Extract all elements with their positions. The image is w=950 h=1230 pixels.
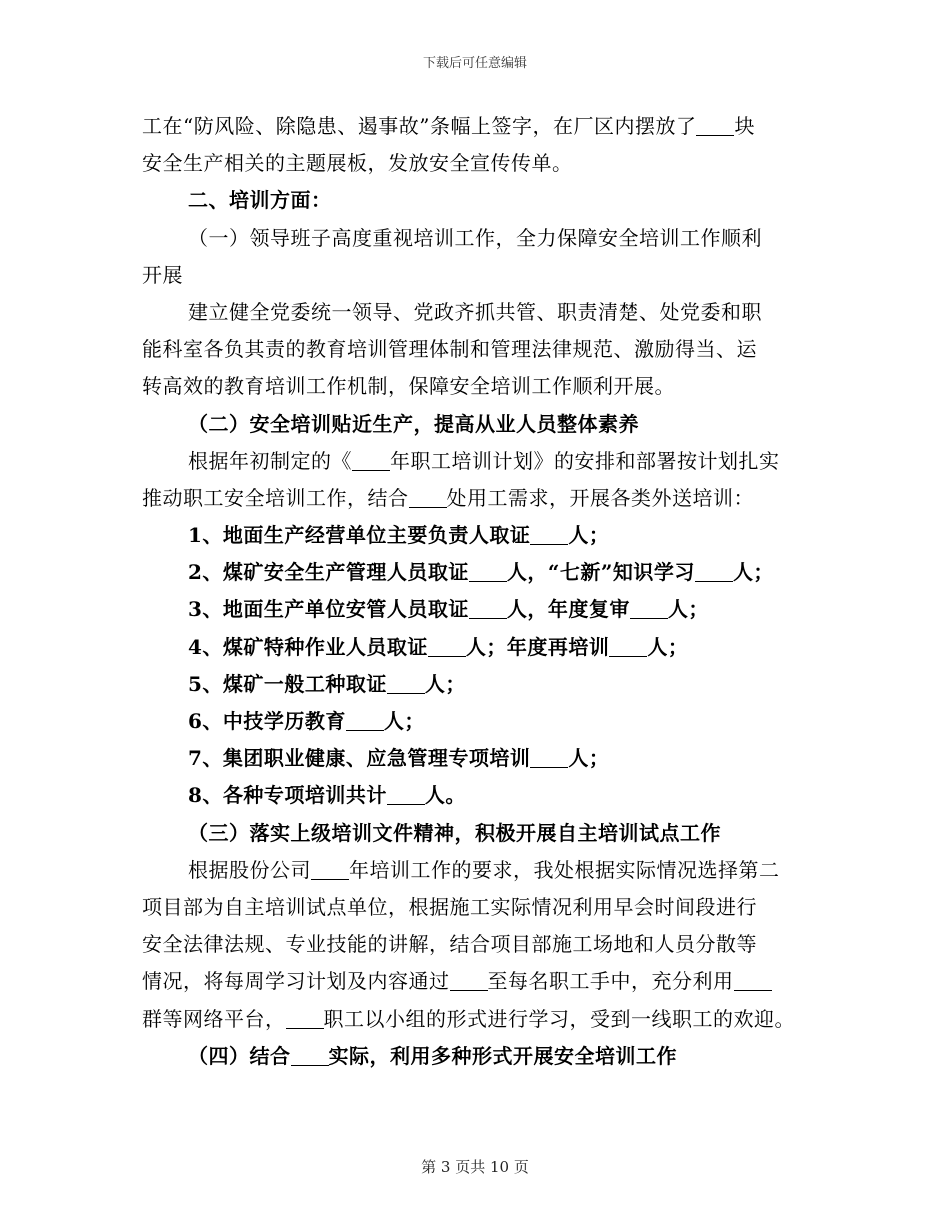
text-line (142, 889, 822, 926)
text-segment: 人，“七新”知识学习 (506, 560, 695, 585)
fill-in-blank (352, 450, 390, 471)
text-line (142, 331, 822, 368)
text-segment: 转高效的教育培训工作机制，保障安全培训工作顺利开展。 (142, 374, 675, 399)
text-segment: 至每名职工手中，充分利用 (487, 969, 734, 994)
text-line (142, 443, 822, 480)
text-segment: 人； (568, 523, 610, 548)
text-line (142, 368, 822, 405)
fill-in-blank (286, 1008, 324, 1029)
fill-in-blank (291, 1045, 329, 1066)
text-segment: 推动职工安全培训工作，结合 (142, 485, 409, 510)
fill-in-blank (346, 710, 384, 731)
text-line (142, 1001, 822, 1038)
text-segment: 情况，将每周学习计划及内容通过 (142, 969, 450, 994)
text-segment: 8、各种专项培训共计 (188, 783, 387, 808)
text-line (142, 703, 822, 740)
text-segment: 根据年初制定的《 (188, 448, 352, 473)
text-line (142, 220, 822, 257)
text-line (142, 554, 822, 591)
text-segment: 块 (734, 114, 755, 138)
fill-in-blank (387, 673, 425, 694)
text-segment: 实际，利用多种形式开展安全培训工作 (328, 1043, 677, 1068)
text-segment: 年职工培训计划》的安排和部署按计划扎实 (390, 448, 780, 473)
document-body (142, 108, 822, 1075)
text-segment: 处用工需求，开展各类外送培训： (446, 485, 754, 510)
text-line (142, 591, 822, 628)
text-segment: （三）落实上级培训文件精神，积极开展自主培训试点工作 (188, 820, 721, 845)
text-line (142, 963, 822, 1000)
text-line (142, 182, 822, 219)
text-segment: 建立健全党委统一领导、党政齐抓共管、职责清楚、处党委和职 (188, 299, 762, 324)
text-line (142, 480, 822, 517)
text-segment: 2、煤矿安全生产管理人员取证 (188, 560, 469, 585)
text-segment: 人； (383, 709, 425, 733)
text-segment: （二）安全培训贴近生产，提高从业人员整体素养 (188, 411, 639, 436)
fill-in-blank (630, 598, 668, 619)
fill-in-blank (695, 561, 733, 582)
text-segment: 人； (647, 634, 689, 659)
text-segment: 人； (568, 746, 610, 771)
text-line (142, 740, 822, 777)
text-segment: 能科室各负其责的教育培训管理体制和管理法律规范、激励得当、运 (142, 337, 757, 362)
text-line (142, 926, 822, 963)
fill-in-blank (609, 636, 647, 657)
text-segment: 工在“防风险、除隐患、遏事故”条幅上签字，在厂区内摆放了 (142, 114, 697, 138)
fill-in-blank (450, 970, 488, 991)
text-segment: 群等网络平台， (142, 1006, 286, 1031)
page-footer: 第 3 页共 10 页 (421, 1158, 529, 1176)
text-line (142, 294, 822, 331)
text-segment: 开展 (142, 262, 183, 287)
text-segment: 1、地面生产经营单位主要负责人取证 (188, 523, 531, 548)
text-segment: 人； (667, 597, 709, 622)
text-line (142, 777, 822, 814)
text-segment: 人，年度复审 (506, 597, 630, 622)
fill-in-blank (311, 859, 349, 880)
text-segment: 人； (424, 671, 466, 696)
fill-in-blank (734, 970, 772, 991)
fill-in-blank (530, 747, 568, 768)
fill-in-blank (409, 487, 447, 508)
text-line (142, 629, 822, 666)
text-line (142, 852, 822, 889)
text-segment: （四）结合 (188, 1043, 291, 1068)
text-segment: 6、中技学历教育 (188, 709, 346, 733)
text-line (142, 517, 822, 554)
fill-in-blank (469, 598, 507, 619)
fill-in-blank (696, 115, 734, 136)
text-line (142, 108, 822, 145)
text-segment: 4、煤矿特种作业人员取证 (188, 634, 428, 659)
text-segment: 7、集团职业健康、应急管理专项培训 (188, 746, 531, 771)
text-segment: 根据股份公司 (188, 857, 311, 882)
text-segment: 人。 (424, 783, 466, 808)
text-segment: 5、煤矿一般工种取证 (188, 671, 387, 696)
text-segment: 安全法律法规、专业技能的讲解，结合项目部施工场地和人员分散等 (142, 932, 757, 957)
text-segment: （一）领导班子高度重视培训工作，全力保障安全培训工作顺利 (188, 225, 762, 250)
text-segment: 人； (732, 560, 774, 585)
text-segment: 年培训工作的要求，我处根据实际情况选择第二 (349, 857, 780, 882)
text-line (142, 666, 822, 703)
text-line (142, 815, 822, 852)
text-line (142, 145, 822, 182)
fill-in-blank (387, 784, 425, 805)
text-line (142, 406, 822, 443)
text-segment: 职工以小组的形式进行学习，受到一线职工的欢迎。 (323, 1006, 795, 1031)
fill-in-blank (469, 561, 507, 582)
text-segment: 人；年度再培训 (465, 634, 610, 659)
fill-in-blank (530, 524, 568, 545)
text-line (142, 257, 822, 294)
text-segment: 二、培训方面： (188, 188, 332, 213)
fill-in-blank (428, 636, 466, 657)
page-header: 下载后可任意编辑 (422, 56, 527, 71)
text-segment: 3、地面生产单位安管人员取证 (188, 597, 469, 622)
text-segment: 安全生产相关的主题展板，发放安全宣传传单。 (142, 151, 573, 176)
text-segment: 项目部为自主培训试点单位，根据施工实际情况利用早会时间段进行 (142, 894, 757, 919)
text-line (142, 1038, 822, 1075)
